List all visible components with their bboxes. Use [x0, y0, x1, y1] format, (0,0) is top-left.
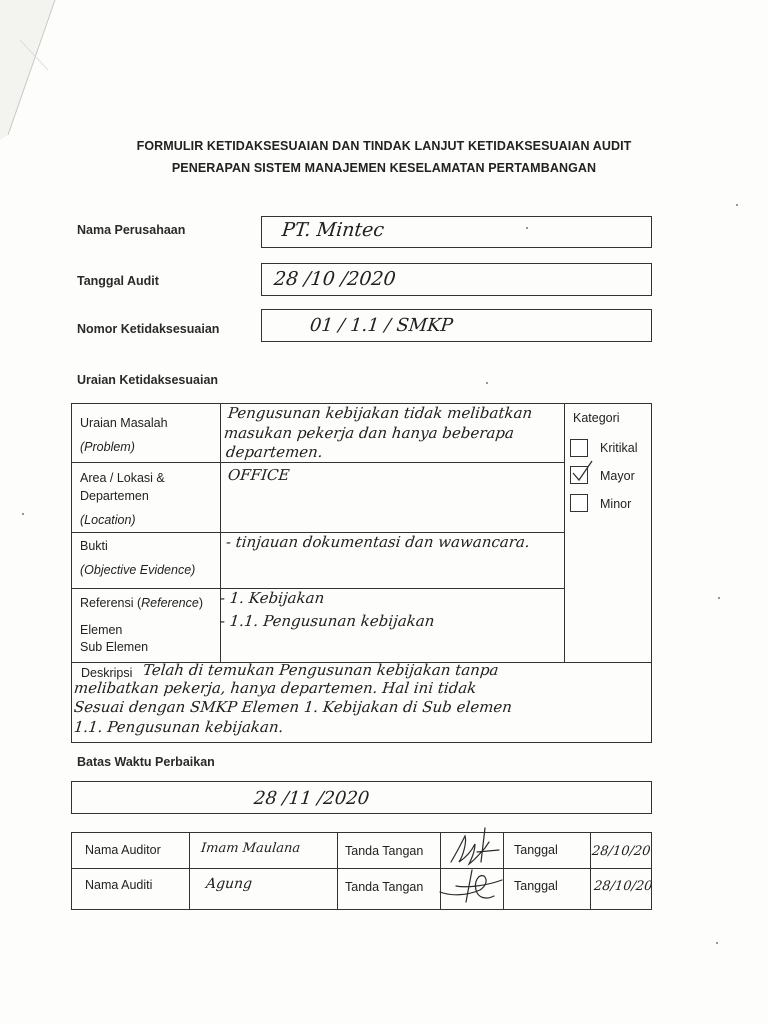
problem-label: Uraian Masalah — [80, 416, 168, 430]
problem-label-en: (Problem) — [80, 440, 135, 454]
company-field[interactable] — [261, 216, 652, 248]
scan-speck — [526, 227, 528, 229]
audit-date-field[interactable] — [261, 263, 652, 296]
auditee-name: Agung — [205, 876, 253, 892]
deadline-label: Batas Waktu Perbaikan — [77, 755, 215, 769]
checkmark-icon — [570, 459, 594, 485]
scan-speck — [22, 513, 24, 515]
row-divider-1 — [71, 462, 564, 463]
checkbox-kritikal[interactable] — [570, 439, 588, 457]
scan-speck — [718, 597, 720, 599]
subelement-label: Sub Elemen — [80, 640, 149, 654]
table-divider-right — [564, 403, 565, 662]
audit-date-label: Tanggal Audit — [77, 274, 159, 288]
signoff-col-2 — [337, 832, 338, 910]
auditee-signature-image — [436, 866, 506, 906]
auditee-label: Nama Auditi — [85, 878, 153, 892]
description-label: Deskripsi — [81, 666, 133, 680]
category-minor-label: Minor — [600, 497, 632, 511]
scan-fold-artifact — [0, 0, 110, 140]
location-label-en: (Location) — [80, 513, 136, 527]
auditor-name: Imam Maulana — [200, 841, 301, 856]
description-line-1: Telah di temukan Pengusunan kebijakan tanpa — [142, 661, 500, 679]
signoff-col-1 — [189, 832, 190, 910]
form-title-line-1: FORMULIR KETIDAKSESUAIAN DAN TINDAK LANJUT KETIDAKSESUAIAN AUDIT — [136, 139, 632, 153]
section-title: Uraian Ketidaksesuaian — [77, 373, 219, 387]
evidence-label: Bukti — [80, 539, 108, 553]
problem-line-3: departemen. — [225, 443, 324, 461]
location-label-1: Area / Lokasi & — [80, 471, 165, 485]
description-line-2: melibatkan pekerja, hanya departemen. Hal ini tidak — [73, 679, 478, 697]
company-value: PT. Mintec — [280, 219, 386, 241]
auditee-date: 28/10/20 — [593, 879, 654, 894]
reference-value-1: - 1. Kebijakan — [219, 589, 326, 607]
scan-speck — [736, 204, 738, 206]
category-label: Kategori — [573, 411, 620, 425]
reference-value-2: - 1.1. Pengusunan kebijakan — [219, 612, 436, 630]
scan-speck — [486, 382, 488, 384]
problem-line-1: Pengusunan kebijakan tidak melibatkan — [227, 404, 534, 422]
auditee-signature-label: Tanda Tangan — [345, 880, 424, 894]
auditor-label: Nama Auditor — [85, 843, 161, 857]
reference-label: Referensi (Reference) — [80, 596, 203, 610]
location-label-2: Departemen — [80, 489, 149, 503]
nc-number-field[interactable] — [261, 309, 652, 342]
evidence-label-en: (Objective Evidence) — [80, 563, 196, 577]
signoff-col-5 — [590, 832, 591, 910]
auditor-date-label: Tanggal — [514, 843, 558, 857]
auditor-date: 28/10/20 — [591, 844, 652, 859]
element-label: Elemen — [80, 623, 123, 637]
auditor-signature-image — [441, 822, 503, 868]
problem-line-2: masukan pekerja dan hanya beberapa — [223, 424, 515, 442]
nc-number-value: 01 / 1.1 / SMKP — [308, 315, 454, 336]
checkbox-minor[interactable] — [570, 494, 588, 512]
description-line-3: Sesuai dengan SMKP Elemen 1. Kebijakan di Sub elemen — [73, 698, 513, 716]
company-label: Nama Perusahaan — [77, 223, 186, 237]
location-value: OFFICE — [227, 466, 291, 484]
nc-number-label: Nomor Ketidaksesuaian — [77, 322, 220, 336]
audit-date-value: 28 /10 /2020 — [272, 268, 397, 290]
auditor-signature-label: Tanda Tangan — [345, 844, 424, 858]
deadline-field[interactable] — [71, 781, 652, 814]
form-title-line-2: PENERAPAN SISTEM MANAJEMEN KESELAMATAN PERTAMBANGAN — [171, 161, 597, 175]
deadline-value: 28 /11 /2020 — [252, 788, 371, 809]
scan-speck — [716, 942, 718, 944]
category-mayor-label: Mayor — [600, 469, 635, 483]
category-kritikal-label: Kritikal — [600, 441, 638, 455]
evidence-value: - tinjauan dokumentasi dan wawancara. — [225, 533, 531, 551]
auditee-date-label: Tanggal — [514, 879, 558, 893]
description-line-4: 1.1. Pengusunan kebijakan. — [73, 718, 285, 736]
checkbox-mayor[interactable] — [570, 466, 588, 484]
signoff-row-divider — [71, 868, 652, 869]
